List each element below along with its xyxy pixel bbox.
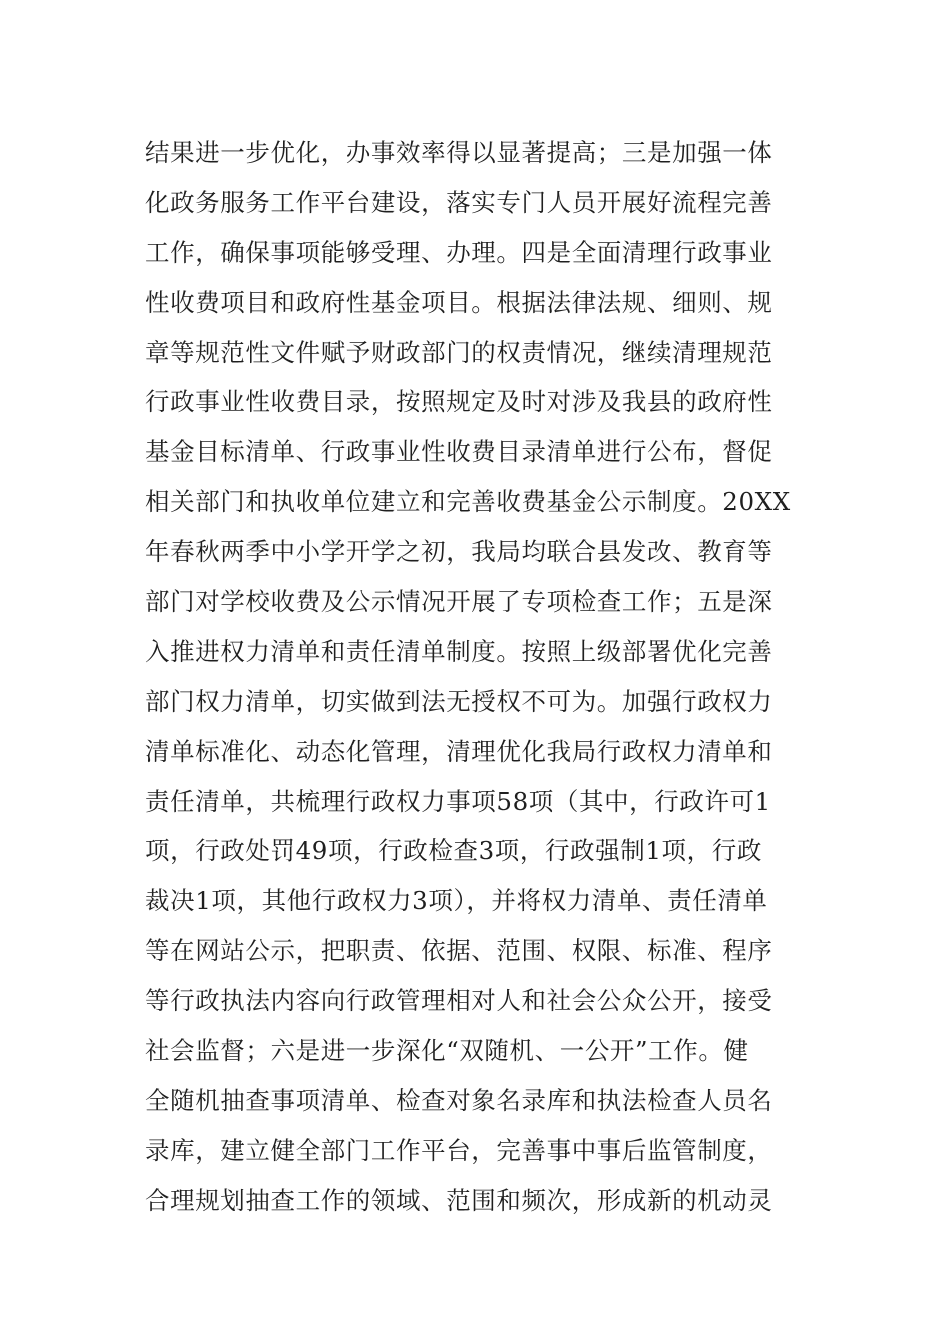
text-line: 相关部门和执收单位建立和完善收费基金公示制度。20XX [145,487,791,517]
text-line: 全随机抽查事项清单、检查对象名录库和执法检查人员名 [145,1085,773,1115]
text-line: 工作，确保事项能够受理、办理。四是全面清理行政事业 [145,237,773,267]
text-line: 章等规范性文件赋予财政部门的权责情况，继续清理规范 [145,337,773,367]
body-text [145,128,825,1226]
text-line: 裁决1项，其他行政权力3项），并将权力清单、责任清单 [145,886,768,916]
text-line: 等在网站公示，把职责、依据、范围、权限、标准、程序 [145,936,773,966]
text-line: 入推进权力清单和责任清单制度。按照上级部署优化完善 [145,636,773,666]
text-line: 社会监督；六是进一步深化“双随机、一公开”工作。健 [145,1036,749,1066]
text-line: 部门对学校收费及公示情况开展了专项检查工作；五是深 [145,587,773,617]
text-line: 部门权力清单，切实做到法无授权不可为。加强行政权力 [145,686,773,716]
text-line: 行政事业性收费目录，按照规定及时对涉及我县的政府性 [145,387,773,417]
text-line: 等行政执法内容向行政管理相对人和社会公众公开，接受 [145,986,773,1016]
text-line: 项，行政处罚49项，行政检查3项，行政强制1项，行政 [145,836,762,866]
text-line: 基金目标清单、行政事业性收费目录清单进行公布，督促 [145,437,773,467]
text-line: 年春秋两季中小学开学之初，我局均联合县发改、教育等 [145,537,773,567]
text-line: 化政务服务工作平台建设，落实专门人员开展好流程完善 [145,187,773,217]
text-line: 录库，建立健全部门工作平台，完善事中事后监管制度， [145,1135,773,1165]
text-line: 合理规划抽查工作的领域、范围和频次，形成新的机动灵 [145,1185,773,1215]
text-line: 责任清单，共梳理行政权力事项58项（其中，行政许可1 [145,786,771,816]
text-line: 清单标准化、动态化管理，清理优化我局行政权力清单和 [145,736,773,766]
text-line: 结果进一步优化，办事效率得以显著提高；三是加强一体 [145,138,773,167]
text-line: 性收费项目和政府性基金项目。根据法律法规、细则、规 [145,287,773,317]
